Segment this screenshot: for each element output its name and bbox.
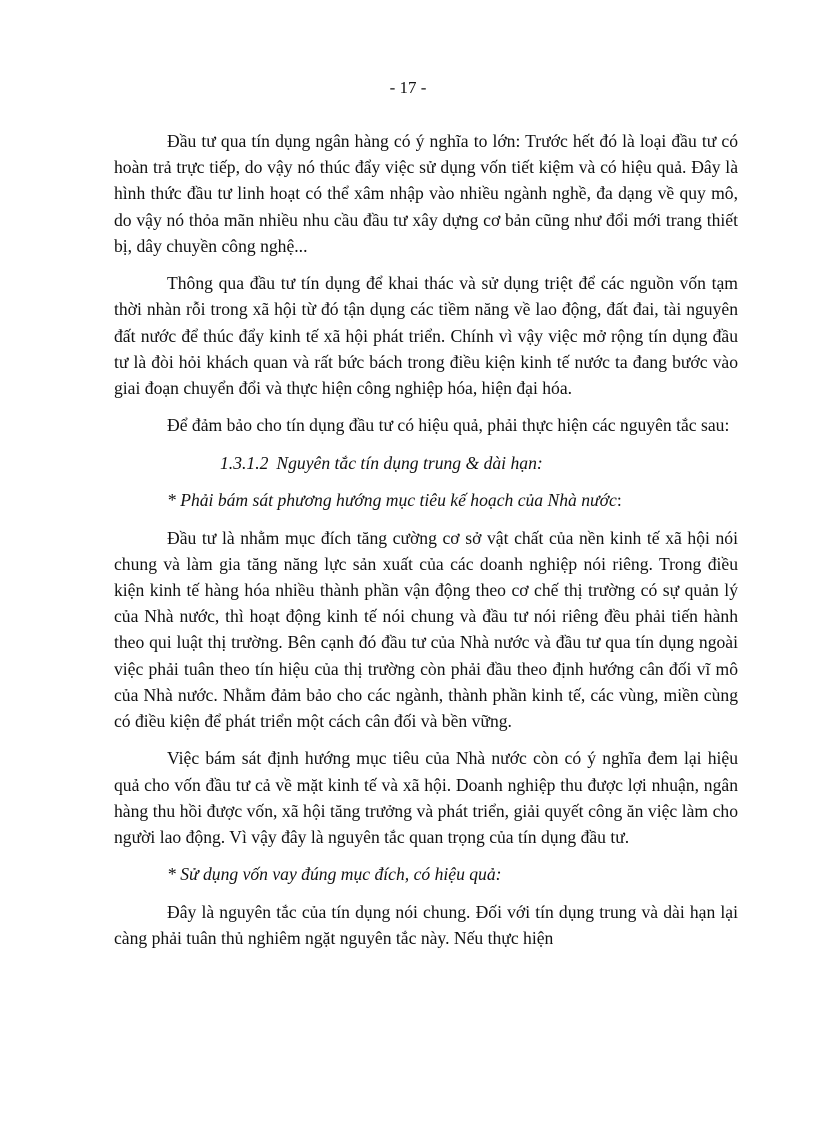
paragraph: Đây là nguyên tắc của tín dụng nói chung. Đối với tín dụng trung và dài hạn lại càng phải tuân thủ nghiêm ngặt nguyên tắc này. Nếu thực hiện <box>114 901 738 948</box>
section-number: 1.3.1.2 <box>220 452 269 473</box>
paragraph: Đầu tư qua tín dụng ngân hàng có ý nghĩa to lớn: Trước hết đó là loại đầu tư có hoàn trả trực tiếp, do vậy nó thúc đẩy việc sử dụng vốn tiết kiệm và có hiệu quả. Đây là hình thức đầu tư linh hoạt có thể xâm nhập vào nhiều ngành nghề, đa dạng về quy mô, do vậy nó thỏa mãn nhiều nhu cầu đầu tư xây dựng cơ bản cũng như đổi mới trang thiết bị, dây chuyền công nghệ... <box>114 131 738 256</box>
principle-heading <box>114 487 738 513</box>
section-heading <box>114 450 738 476</box>
paragraph: Đầu tư là nhằm mục đích tăng cường cơ sở vật chất của nền kinh tế xã hội nói chung và làm gia tăng năng lực sản xuất của các doanh nghiệp nói riêng. Trong điều kiện kinh tế hàng hóa nhiều thành phần vận động theo cơ chế thị trường có sự quản lý của Nhà nước, thì hoạt động kinh tế nói chung và đầu tư nói riêng đều phải tiến hành theo qui luật thị trường. Bên cạnh đó đầu tư của Nhà nước và đầu tư qua tín dụng ngoài việc phải tuân theo tín hiệu của thị trường còn phải đầu theo định hướng cân đối vĩ mô của Nhà nước. Nhằm đảm bảo cho các ngành, thành phần kinh tế, các vùng, miền cùng có điều kiện để phát triển một cách cân đối và bền vững. <box>114 527 738 731</box>
principle-title-suffix: : <box>616 490 622 511</box>
paragraph: Thông qua đầu tư tín dụng để khai thác và sử dụng triệt để các nguồn vốn tạm thời nhàn rỗi trong xã hội từ đó tận dụng các tiềm năng về lao động, đất đai, tài nguyên đất nước để thúc đẩy kinh tế xã hội phát triển. Chính vì vậy việc mở rộng tín dụng đầu tư là đòi hỏi khách quan và rất bức bách trong điều kiện kinh tế nước ta đang bước vào giai đoạn chuyển đổi và thực hiện công nghiệp hóa, hiện đại hóa. <box>114 273 738 399</box>
document-body <box>114 128 738 962</box>
principle-title: * Phải bám sát phương hướng mục tiêu kế hoạch của Nhà nước <box>167 490 617 511</box>
principle-title: * Sử dụng vốn vay đúng mục đích, có hiệu quả: <box>167 864 502 885</box>
paragraph: Để đảm bảo cho tín dụng đầu tư có hiệu quả, phải thực hiện các nguyên tắc sau: <box>167 415 730 436</box>
paragraph: Việc bám sát định hướng mục tiêu của Nhà nước còn có ý nghĩa đem lại hiệu quả cho vốn đầu tư cả về mặt kinh tế và xã hội. Doanh nghiệp thu được lợi nhuận, ngân hàng thu hồi được vốn, xã hội tăng trưởng và phát triển, giải quyết công ăn việc làm cho người lao động. Vì vậy đây là nguyên tắc quan trọng của tín dụng đầu tư. <box>114 748 738 847</box>
page-number: - 17 - <box>389 78 427 97</box>
section-title: Nguyên tắc tín dụng trung & dài hạn: <box>276 452 543 473</box>
principle-heading <box>114 861 738 887</box>
